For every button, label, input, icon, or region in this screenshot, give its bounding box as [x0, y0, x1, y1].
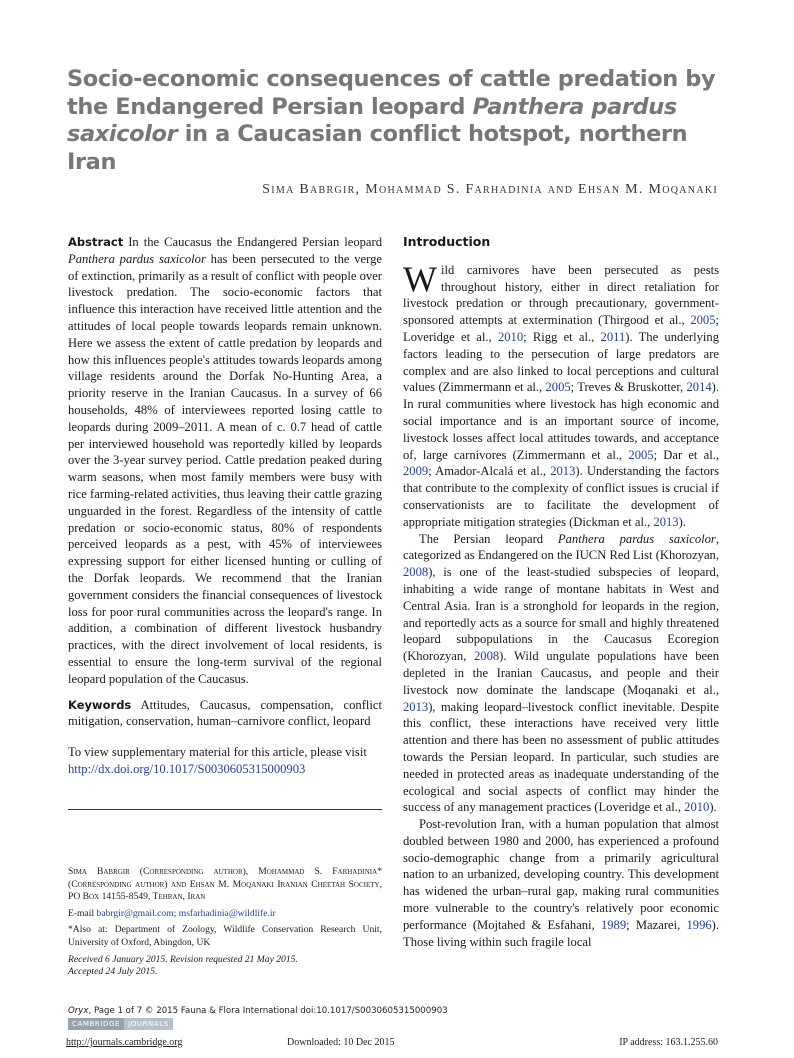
citation-year-link[interactable]: 2014: [686, 380, 712, 395]
email-separator: ;: [173, 907, 179, 919]
received-date: Received 6 January 2015. Revision requested 21 May 2015.: [68, 953, 298, 965]
logo-part-cambridge: CAMBRIDGE: [68, 1018, 124, 1030]
supplementary-note: [68, 744, 382, 778]
accepted-date: Accepted 24 July 2015.: [68, 966, 158, 978]
intro-text-segment: ), is one of the least-studied subspecies of leopard, inhabiting a wide range of montane habitats in West and Central Asia. Iran is a stronghold for leopards in the region, and reportedly acts as a source for small and highly threatened leopard subpopulations in the Caucasus Ecoregion (Khorozyan,: [403, 565, 719, 664]
introduction-heading: Introduction: [403, 234, 491, 249]
citation-year-link[interactable]: 2010: [497, 329, 524, 344]
citation-text: , Page 1 of 7 © 2015 Fauna & Flora International doi:10.1017/S0030605315000903: [88, 1006, 448, 1016]
title-part1: Socio-economic consequences of cattle predation by the Endangered Persian leopard: [67, 66, 716, 120]
author-list: Sima Babrgir, Mohammad S. Farhadinia and Ehsan M. Moqanaki: [262, 182, 718, 197]
title-part2: in a Caucasian conflict hotspot, northern Iran: [67, 121, 688, 175]
citation-year-link[interactable]: 2010: [684, 800, 710, 815]
author-affiliations: [68, 866, 382, 983]
logo-part-journals: JOURNALS: [124, 1018, 173, 1030]
affiliation-main: Sima Babrgir (Corresponding author), Mohammad S. Farhadinia* (Corresponding author) and Ehsan M. Moqanaki Iranian Cheetah Society, PO Box 14155-8549, Tehran, Iran: [68, 866, 382, 903]
keywords-label: Keywords: [68, 697, 132, 712]
intro-text-segment: ; Amador-Alcalá et al.,: [428, 464, 551, 479]
intro-text-segment: ). Those living within such fragile local: [403, 917, 719, 949]
citation-year-link[interactable]: 1989: [600, 917, 627, 932]
email-label: E-mail: [68, 907, 97, 919]
citation-year-link[interactable]: 2008: [473, 649, 500, 664]
citation-year-link[interactable]: 2005: [690, 313, 716, 328]
citation-year-link[interactable]: 2008: [403, 565, 429, 580]
intro-text-segment: ). Understanding the factors that contribute to the complexity of conflict issues is crucial if conservationists are to facilitate the development of appropriate mitigation strategies (Dickman et al.,: [403, 464, 719, 529]
affiliation-emails: [68, 908, 382, 921]
cambridge-journals-logo: [68, 1018, 184, 1030]
intro-paragraph-3: [403, 816, 719, 950]
abstract-species: Panthera pardus saxicolor: [68, 251, 206, 266]
citation-year-link[interactable]: 2005: [545, 380, 571, 395]
intro-text-segment: ). The underlying factors leading to the persecution of large predators are complex and are also linked to local perceptions and cultural values (Zimmermann et al.,: [403, 329, 719, 395]
intro-text-segment: The Persian leopard: [419, 531, 558, 546]
keywords-text: Attitudes, Caucasus, compensation, conflict mitigation, conservation, human–carnivore conflict, leopard: [68, 697, 382, 729]
journal-name: Oryx: [68, 1006, 89, 1016]
download-date: Downloaded: 10 Dec 2015: [287, 1037, 395, 1048]
intro-text-segment: ).: [678, 514, 686, 529]
journals-url-link[interactable]: http://journals.cambridge.org: [66, 1037, 183, 1048]
species-name: Panthera pardus saxicolor: [557, 531, 716, 546]
email-link-1[interactable]: babrgir@gmail.com: [96, 907, 174, 919]
intro-text-segment: ).: [709, 800, 717, 815]
citation-year-link[interactable]: 2013: [550, 464, 576, 479]
intro-text-segment: ). Wild ungulate populations have been depleted in the Iranian Caucasus, and people and their livestock now dominate the landscape (Moqanaki et al.,: [403, 649, 719, 697]
supplementary-text: To view supplementary material for this article, please visit: [68, 745, 367, 760]
abstract-text-2: has been persecuted to the verge of extinction, primarily as a result of conflict with people over livestock predation. The socio-economic factors that influence this interaction have received little attention and the attitudes of local people towards leopards remain unknown. Here we assess the extent of cattle predation by leopards and how this influences people's attitudes towards leopards among village residents around the Dorfak No-Hunting Area, a priority reserve in the Iranian Caucasus. In a survey of 66 households, 48% of interviewees reported losing cattle to leopards during 2009–2011. A mean of c. 0.7 head of cattle per interviewed household was reportedly killed by leopards over the 3-year survey period. Cattle predation peaked during warm seasons, when most family members were busy with rice farming-related activities, thus leaving their cattle grazing unguarded in the forest. Regardless of the intensity of cattle predation or socio-economic status, 80% of respondents perceived leopards as a pest, with 45% of interviewees expressing support for either licensed hunting or culling of the Dorfak leopards. We recommend that the Iranian government considers the financial consequences of livestock loss for poor rural communities across the leopard's range. In addition, a combination of different livestock husbandry practices, with the direct involvement of local residents, is essential to ensure the long-term survival of the regional leopard population of the Caucasus.: [68, 251, 383, 686]
intro-text-segment: Post-revolution Iran, with a human population that almost doubled between 1980 and 2000, has experienced a profound socio-demographic change from a primarily agricultural nation to an urbanized, developing country. This development has widened the urban–rural gap, making rural communities more vulnerable to the country's relatively poor economic performance (Mojtahed & Esfahani,: [403, 817, 719, 932]
email-link-2[interactable]: msfarhadinia@wildlife.ir: [178, 907, 276, 919]
citation-year-link[interactable]: 2011: [600, 329, 626, 344]
article-title: [67, 66, 737, 176]
intro-text-segment: ; Loveridge et al.,: [403, 313, 719, 344]
abstract: [68, 234, 382, 688]
right-column: [403, 234, 719, 950]
intro-paragraph-1: [403, 258, 719, 531]
abstract-label: Abstract: [68, 235, 124, 249]
ip-address: IP address: 163.1.255.60: [619, 1037, 718, 1048]
citation-year-link[interactable]: 1996: [686, 917, 712, 932]
intro-text-segment: ; Mazarei,: [626, 917, 687, 932]
drop-cap: W: [403, 258, 437, 299]
citation-year-link[interactable]: 2013: [653, 514, 679, 529]
intro-text-segment: ; Dar et al.,: [653, 447, 719, 462]
supplementary-doi-link[interactable]: http://dx.doi.org/10.1017/S0030605315000903: [68, 761, 306, 776]
title-species: Panthera pardus saxicolor: [67, 93, 677, 147]
citation-year-link[interactable]: 2009: [403, 464, 429, 479]
abstract-text-1: In the Caucasus the Endangered Persian leopard: [123, 235, 382, 249]
journal-citation-line: [68, 1006, 448, 1016]
intro-text-segment: ; Treves & Bruskotter,: [570, 380, 687, 395]
affiliation-divider: [68, 809, 382, 810]
keywords: [68, 697, 382, 731]
affiliation-also-at: *Also at: Department of Zoology, Wildlife Conservation Research Unit, University of Oxford, Abingdon, UK: [68, 924, 382, 948]
intro-text-segment: , categorized as Endangered on the IUCN Red List (Khorozyan,: [403, 531, 719, 563]
intro-text-segment: ), making leopard–livestock conflict inevitable. Despite this conflict, these interactions have received very little attention and there has been no assessment of public attitudes towards the Persian leopard. In particular, such studies are needed in protected areas as inadequate understanding of the ecological and social aspects of conflict may hinder the success of any management practices (Loveridge et al.,: [403, 699, 719, 815]
left-column: [68, 234, 382, 778]
intro-paragraph-1-body: [403, 258, 719, 529]
intro-text-segment: ). In rural communities where livestock has high economic and social importance and is an important source of income, livestock losses affect local attitudes towards, and acceptance of, large carnivores (Zimmermann et al.,: [403, 380, 719, 462]
intro-text-segment: ; Rigg et al.,: [523, 329, 601, 344]
citation-year-link[interactable]: 2005: [628, 447, 654, 462]
intro-text-segment: ild carnivores have been persecuted as pests throughout history, either in direct retaliation for livestock predation or through precautionary, government-sponsored attempts at extermination (Thirgood et al.,: [403, 262, 719, 328]
intro-paragraph-2: [403, 531, 719, 817]
citation-year-link[interactable]: 2013: [403, 699, 429, 714]
